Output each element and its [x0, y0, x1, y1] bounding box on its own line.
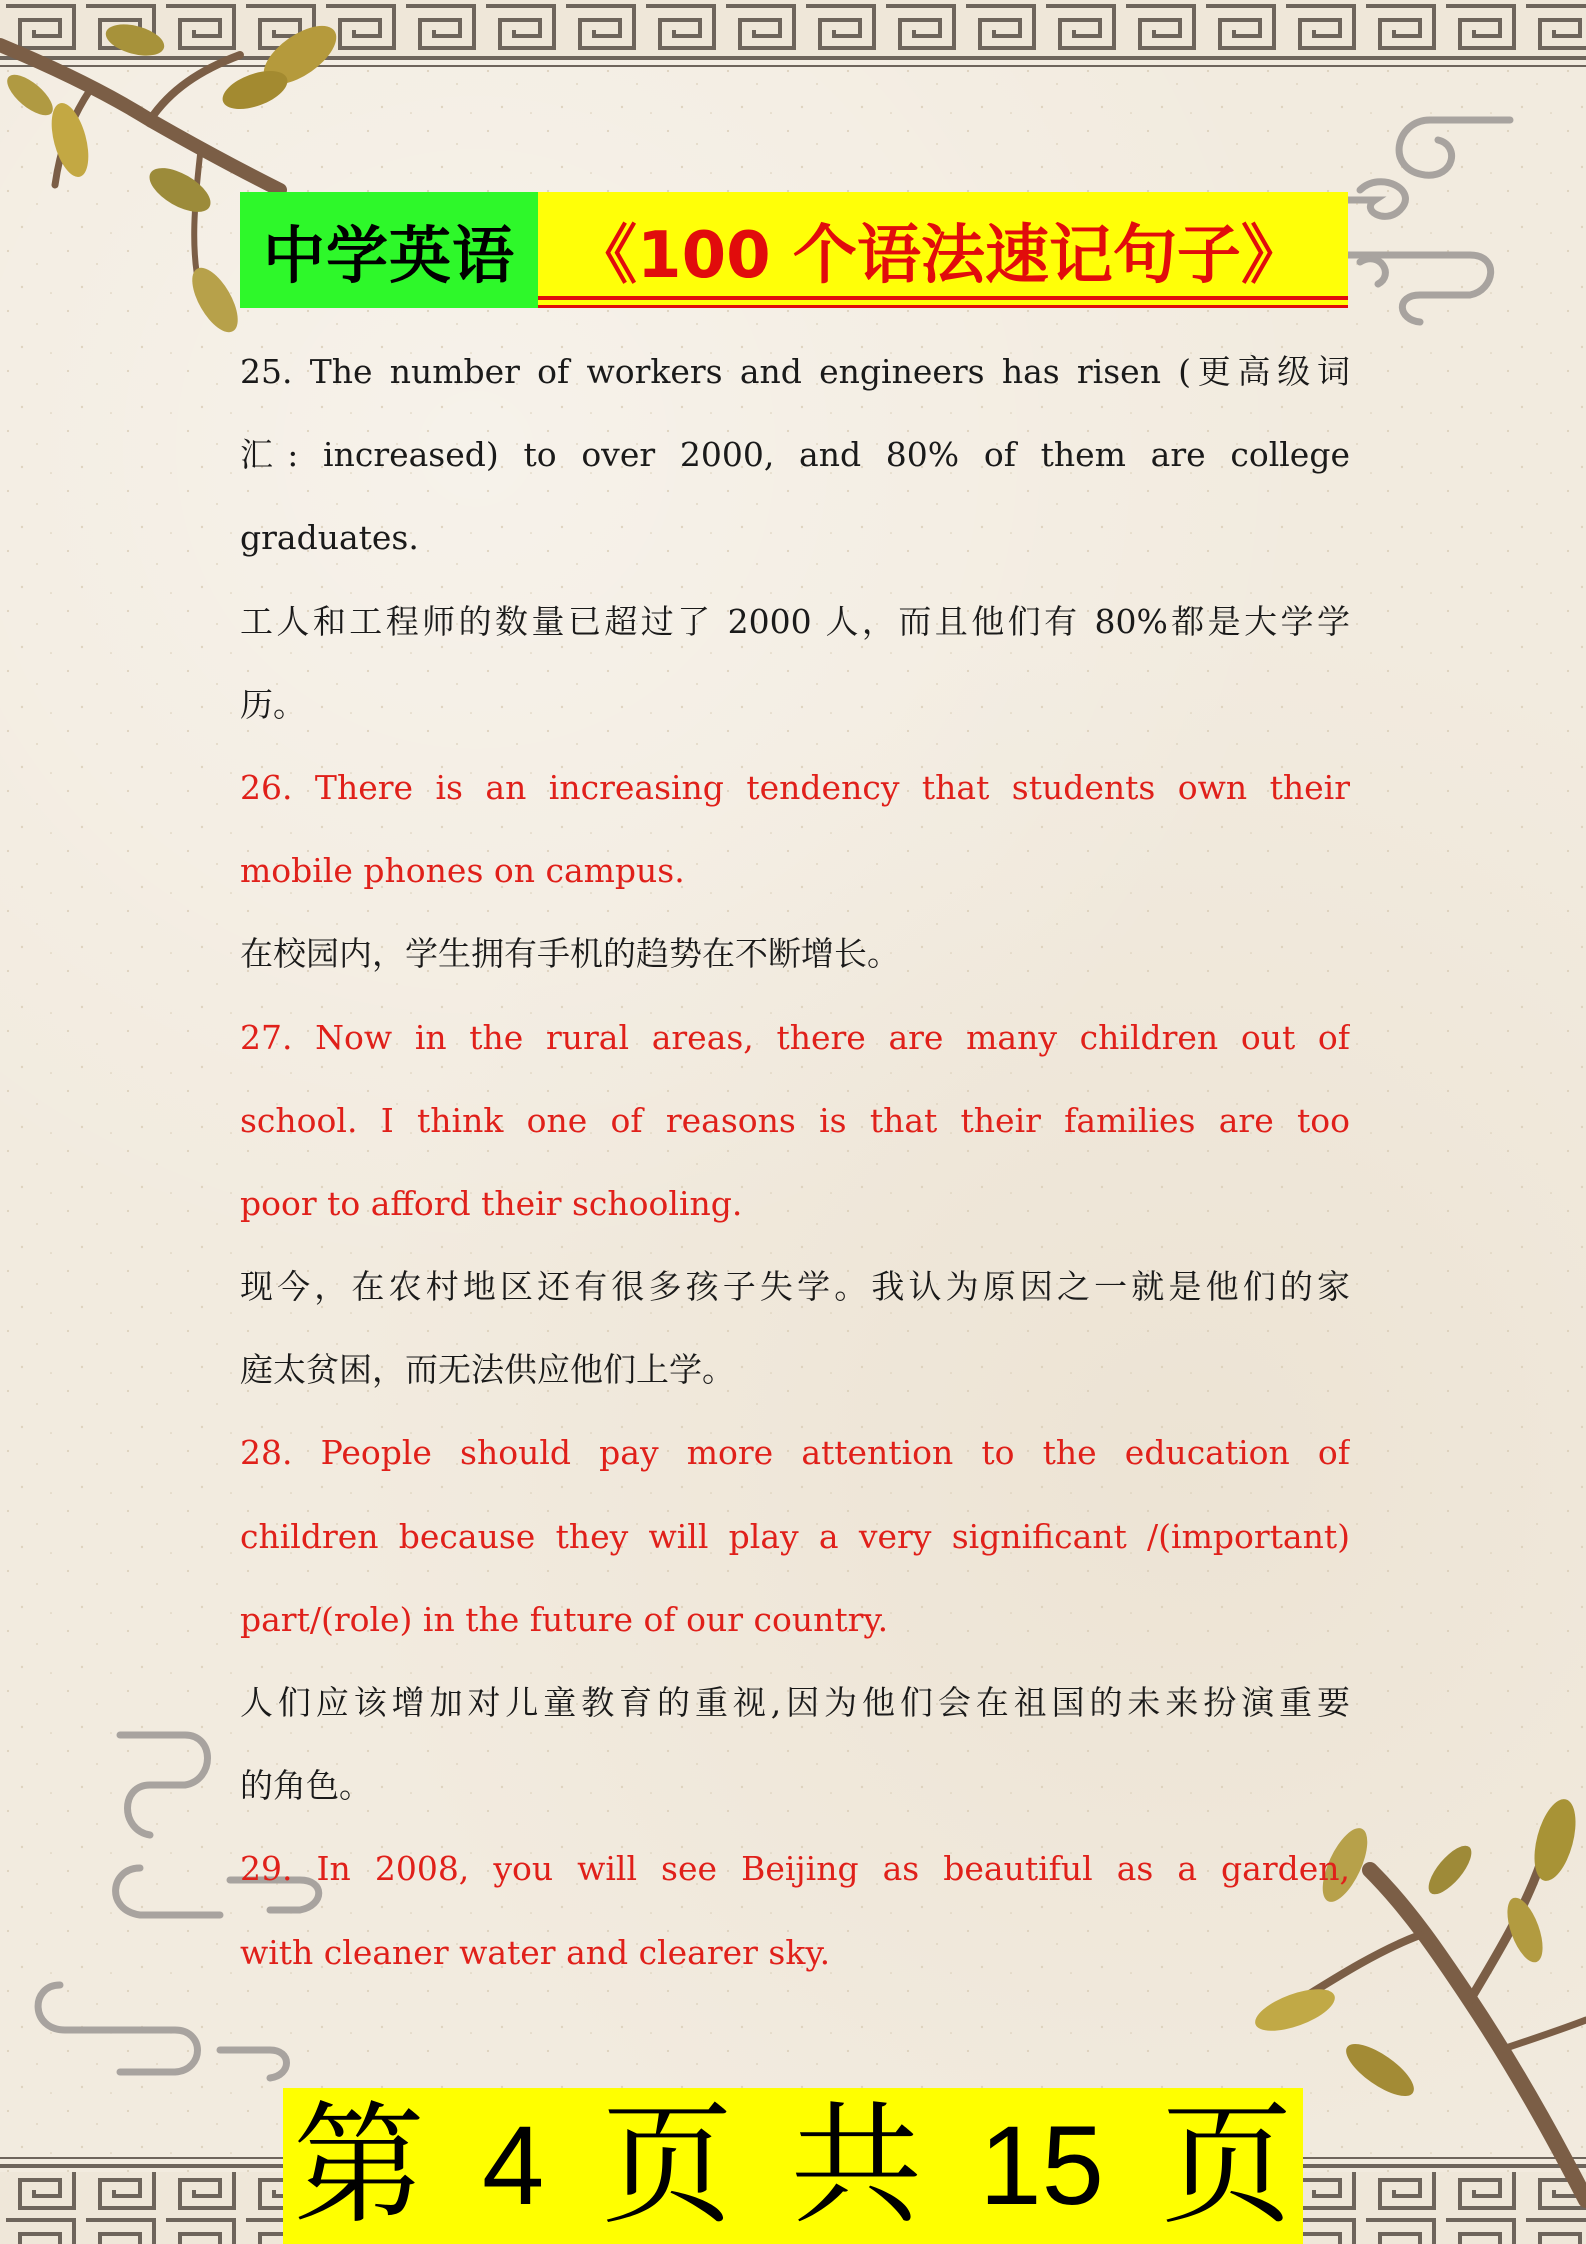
text-line: with cleaner water and clearer sky. — [240, 1932, 831, 1972]
page-indicator-di: 第 — [293, 2089, 425, 2243]
text-line: school. I think one of reasons is that their families are too — [240, 1100, 1350, 1140]
text-line: 28. People should pay more attention to the education of — [240, 1433, 1350, 1473]
text-line: mobile phones on campus. — [240, 851, 685, 891]
text-line: 汇: increased) to over 2000, and 80% of them are college — [240, 435, 1350, 475]
text-line: 的角色。 — [240, 1766, 372, 1806]
text-line: 27. Now in the rural areas, there are many children out of — [240, 1017, 1350, 1057]
text-line: poor to afford their schooling. — [240, 1183, 743, 1223]
sentence-list — [240, 330, 1350, 1994]
text-line: graduates. — [240, 518, 419, 558]
page-indicator — [283, 2088, 1303, 2244]
page-indicator-ye: 页 — [601, 2089, 734, 2243]
text-line: 工人和工程师的数量已超过了 2000 人，而且他们有 80%都是大学学 — [240, 601, 1350, 641]
text-line: 26. There is an increasing tendency that students own their — [240, 767, 1350, 807]
page-indicator-gong: 共 — [790, 2089, 923, 2243]
text-line: children because they will play a very significant /(important) — [240, 1516, 1350, 1556]
title-underline — [538, 296, 1348, 308]
title-left: 中学英语 — [240, 192, 538, 308]
text-line: part/(role) in the future of our country. — [240, 1599, 889, 1639]
page-indicator-total: 15 — [979, 2103, 1104, 2228]
text-line: 在校园内，学生拥有手机的趋势在不断增长。 — [240, 934, 900, 974]
title-right: 《100 个语法速记句子》 — [538, 192, 1348, 308]
text-line: 25. The number of workers and engineers has risen (更高级词 — [240, 352, 1350, 391]
page-indicator-ye-end: 页 — [1160, 2089, 1293, 2243]
text-line: 现今，在农村地区还有很多孩子失学。我认为原因之一就是他们的家 — [240, 1267, 1350, 1307]
page-indicator-current: 4 — [482, 2103, 545, 2228]
text-line: 历。 — [240, 684, 306, 724]
text-line: 人们应该增加对儿童教育的重视,因为他们会在祖国的未来扮演重要 — [240, 1683, 1350, 1722]
text-line: 29. In 2008, you will see Beijing as beautiful as a garden, — [240, 1849, 1350, 1889]
title-banner — [240, 192, 1348, 308]
text-line: 庭太贫困，而无法供应他们上学。 — [240, 1350, 735, 1390]
